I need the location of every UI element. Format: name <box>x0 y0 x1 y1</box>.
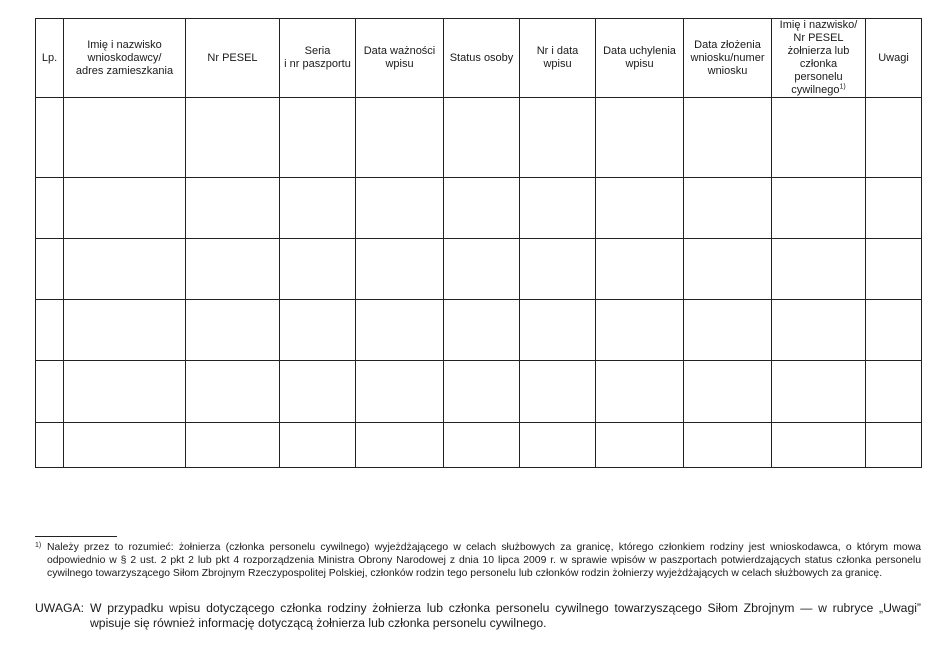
note <box>35 601 921 631</box>
col-revocation: Data uchylenia wpisu <box>596 19 684 98</box>
col-validity: Data ważności wpisu <box>356 19 444 98</box>
col-pesel: Nr PESEL <box>186 19 280 98</box>
table-row <box>36 178 922 239</box>
registry-table <box>35 18 922 468</box>
col-soldier: Imię i nazwisko/ Nr PESEL żołnierza lub członka personelu cywilnego$^{1)}$ <box>772 19 866 98</box>
table-row <box>36 423 922 468</box>
col-applicant: Imię i nazwisko wnioskodawcy/ adres zamieszkania <box>64 19 186 98</box>
table-row <box>36 300 922 361</box>
table-row <box>36 239 922 300</box>
note-text: W przypadku wpisu dotyczącego członka rodziny żołnierza lub członka personelu cywilnego towarzyszącego Siłom Zbrojnym — w rubryce „Uwagi” wpisuje się również informację dotyczącą żołnierza lub członka personelu cywilnego. <box>89 601 921 630</box>
footnote <box>35 541 921 580</box>
footnote-text: Należy przez to rozumieć: żołnierza (członka personelu cywilnego) wyjeżdżającego w celach służbowych za granicę, którego członkiem rodziny jest wnioskodawca, o którym mowa odpowiednio w § 2 ust. 2 pkt 2 lub pkt 4 rozporządzenia Ministra Obrony Narodowej z dnia 10 lipca 2009 r. w sprawie wpisów w paszportach potwierdzających status członka personelu cywilnego towarzyszącego Siłom Zbrojnym Rzeczypospolitej Polskiej, członków rodzin tego personelu lub członków rodzin żołnierzy wyjeżdżających w celach służbowych za granicę. <box>47 542 921 579</box>
note-label: UWAGA: <box>35 601 84 615</box>
header-row <box>36 19 922 98</box>
footnote-ref: 1) <box>839 83 846 91</box>
col-application: Data złożenia wniosku/numer wniosku <box>684 19 772 98</box>
col-lp: Lp. <box>36 19 64 98</box>
col-passport: Seria i nr paszportu <box>280 19 356 98</box>
footnote-divider <box>35 536 117 537</box>
col-entry-no: Nr i data wpisu <box>520 19 596 98</box>
col-remarks: Uwagi <box>866 19 922 98</box>
footnote-mark: 1) <box>35 542 42 549</box>
table-row <box>36 361 922 423</box>
table-row <box>36 98 922 178</box>
col-status: Status osoby <box>444 19 520 98</box>
